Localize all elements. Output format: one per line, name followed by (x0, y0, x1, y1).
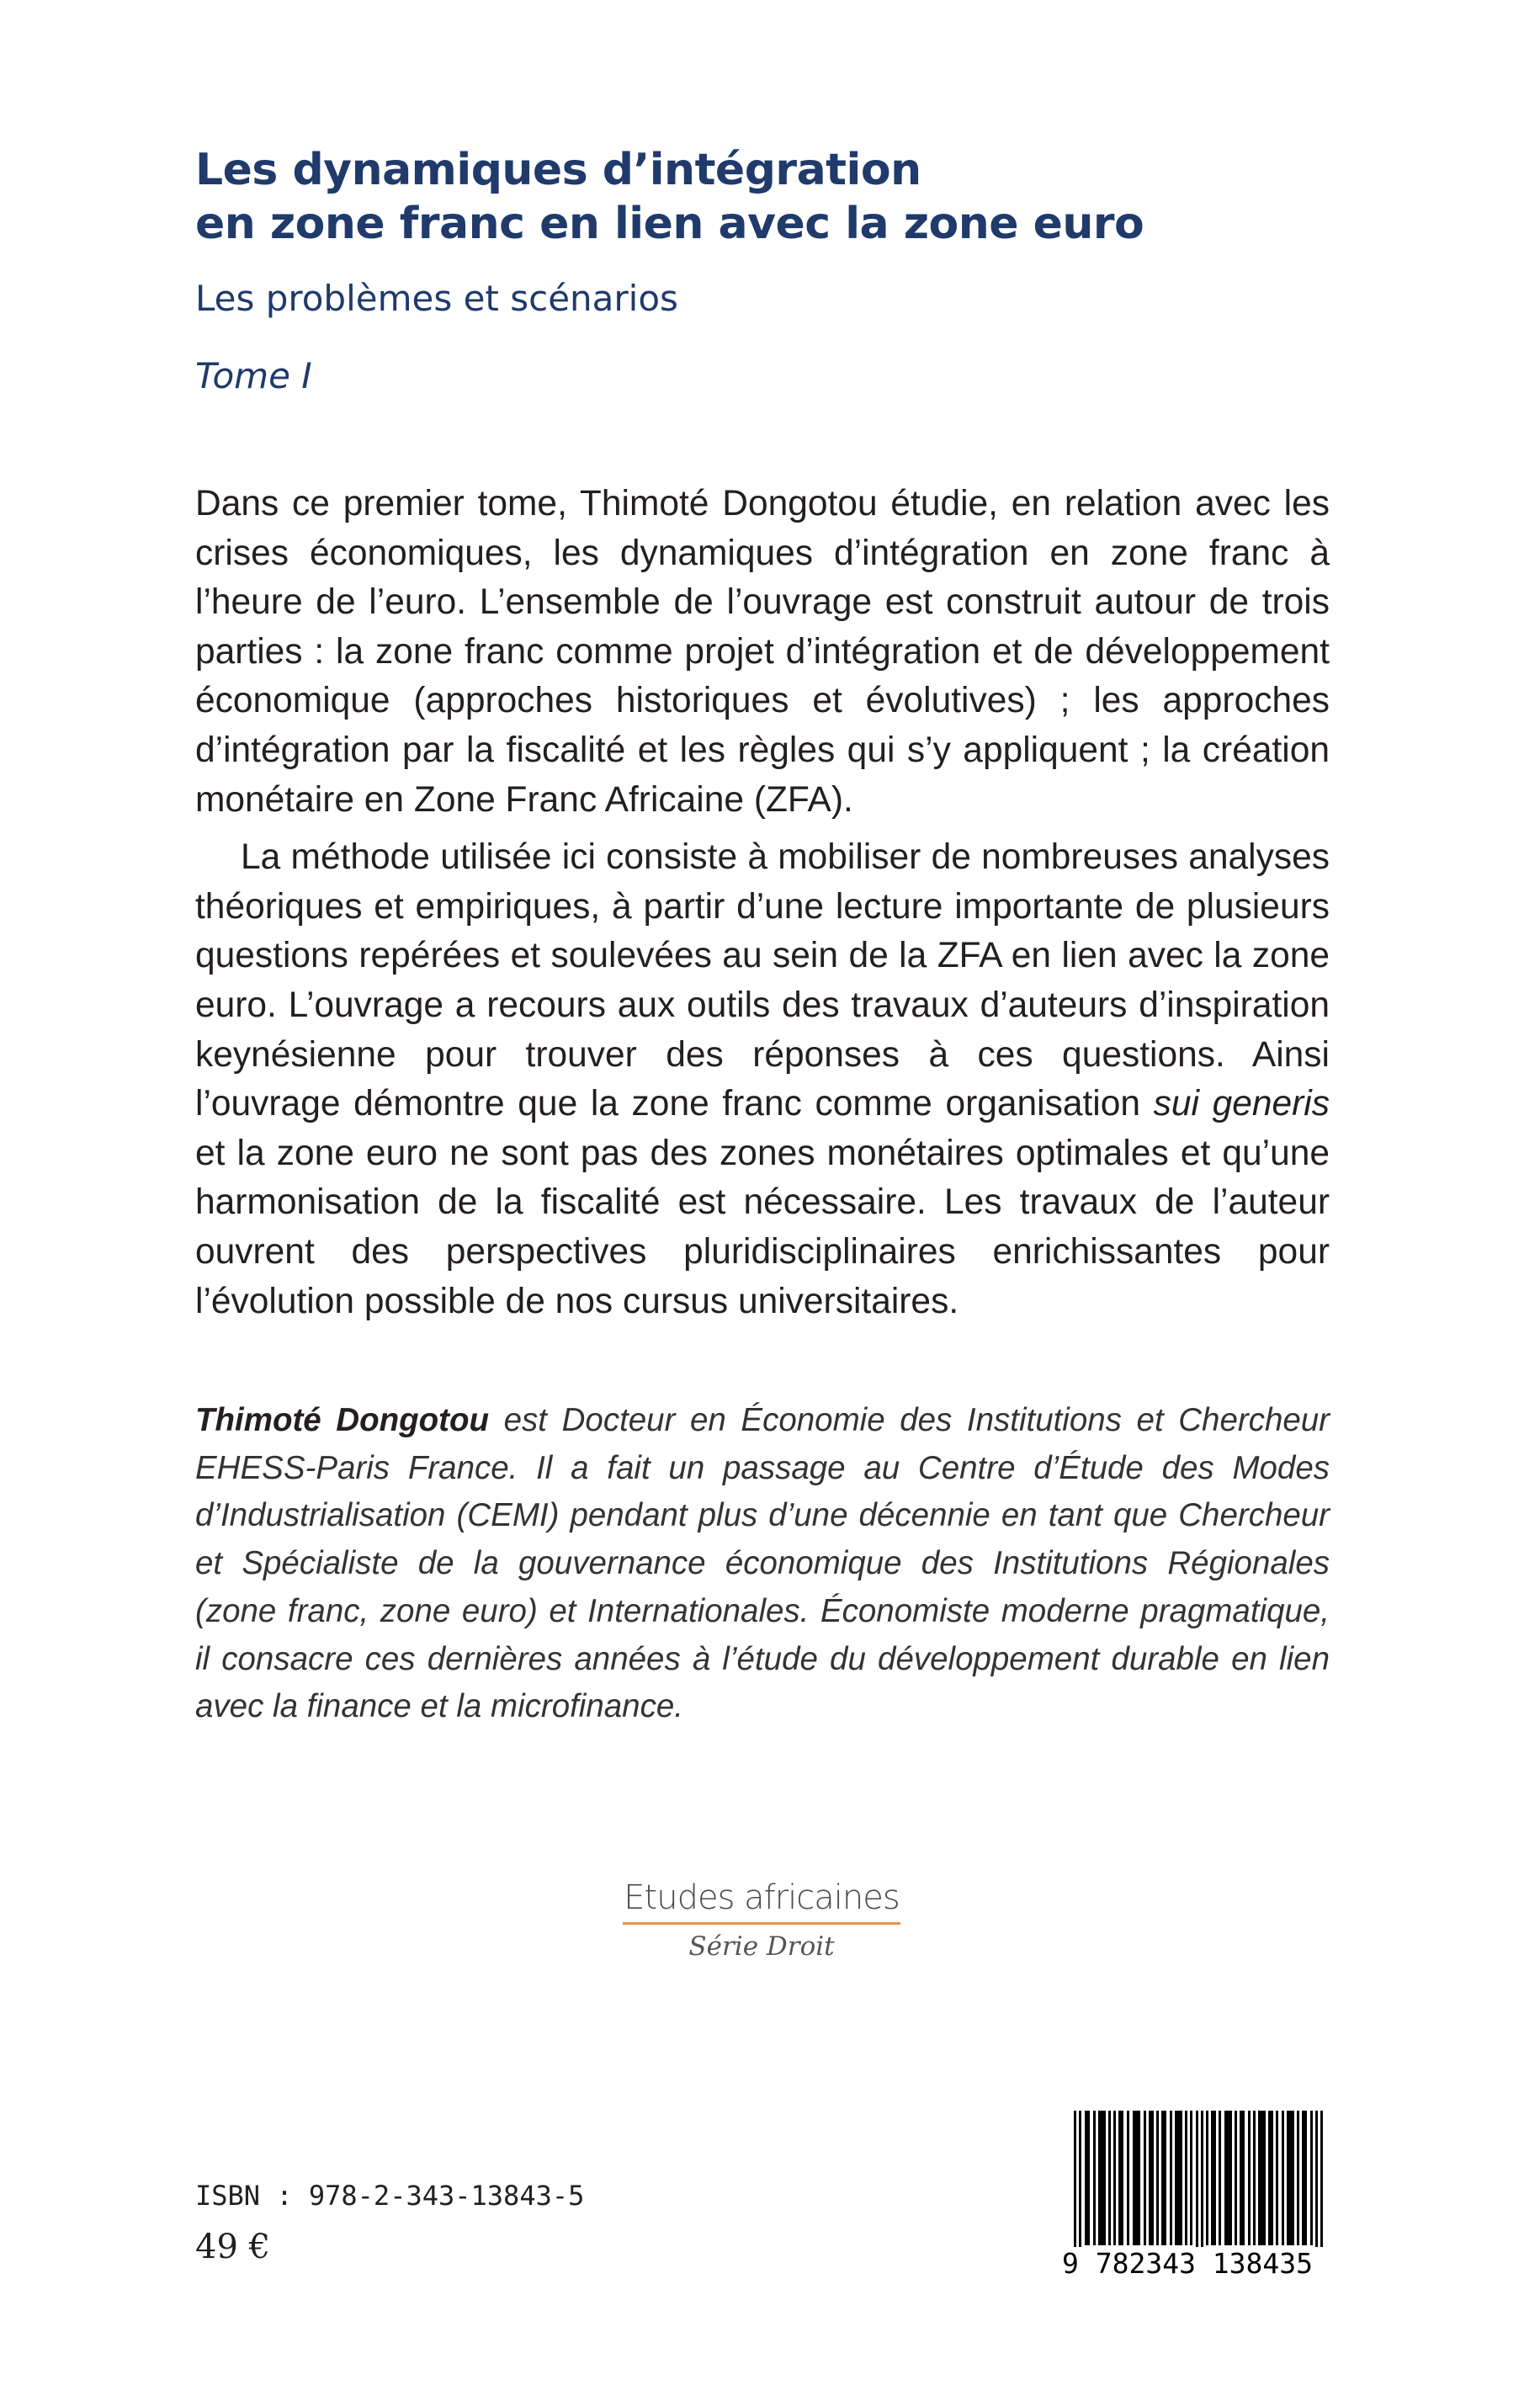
barcode (1062, 2111, 1340, 2287)
summary-paragraph-2-part-1: La méthode utilisée ici consiste à mobiliser de nombreuses analyses théoriques et empiriques, à partir d’une lecture importante de plusieurs questions repérées et soulevées au sein de la ZFA en lien avec la zone euro. L’ouvrage a recours aux outils des travaux d’auteurs d’inspiration keynésienne pour trouver des réponses à ces questions. Ainsi l’ouvrage démontre que la zone franc comme organisation (195, 837, 1330, 1124)
summary-paragraph-2-part-2: et la zone euro ne sont pas des zones monétaires optimales et qu’une harmonisation de la fiscalité est nécessaire. Les travaux de l’auteur ouvrent des perspectives pluridisciplinaires enrichissantes pour l’évolution possible de nos cursus universitaires. (195, 1133, 1330, 1321)
summary-italic-term: sui generis (1153, 1084, 1330, 1124)
summary-paragraph-2 (195, 833, 1330, 1326)
book-title (195, 143, 1373, 251)
author-name: Thimoté Dongotou (195, 1402, 490, 1438)
series-name: Etudes africaines (623, 1878, 900, 1925)
author-bio-text: est Docteur en Économie des Institutions et Chercheur EHESS-Paris France. Il a fait un passage au Centre d’Étude des Modes d’Industrialisation (CEMI) pendant plus d’une décennie en tant que Chercheur et Spécialiste de la gouvernance économique des Institutions Régionales (zone franc, zone euro) et Internationales. Économiste moderne pragmatique, il consacre ces dernières années à l’étude du développement durable en lien avec la finance et la microfinance. (195, 1402, 1330, 1725)
book-title-line-1: Les dynamiques d’intégration (195, 145, 921, 195)
summary-paragraph-1: Dans ce premier tome, Thimoté Dongotou étudie, en relation avec les crises économiques, les dynamiques d’intégration en zone franc à l’heure de l’euro. L’ensemble de l’ouvrage est construit autour de trois parties : la zone franc comme projet d’intégration et de développement économique (approches historiques et évolutives) ; les approches d’intégration par la fiscalité et les règles qui s’y appliquent ; la création monétaire en Zone Franc Africaine (ZFA). (195, 484, 1330, 820)
book-subtitle: Les problèmes et scénarios (195, 278, 678, 319)
series-subseries: Série Droit (688, 1931, 835, 1962)
barcode-digits: 9 782343 138435 (1062, 2247, 1340, 2281)
series-logo (623, 1878, 900, 1962)
price-text: 49 € (195, 2228, 271, 2266)
author-bio (195, 1397, 1330, 1731)
summary-text (195, 480, 1330, 1326)
isbn-text: ISBN : 978-2-343-13843-5 (195, 2180, 585, 2212)
book-title-line-2: en zone franc en lien avec la zone euro (195, 199, 1144, 249)
tome-label: Tome I (195, 355, 312, 396)
